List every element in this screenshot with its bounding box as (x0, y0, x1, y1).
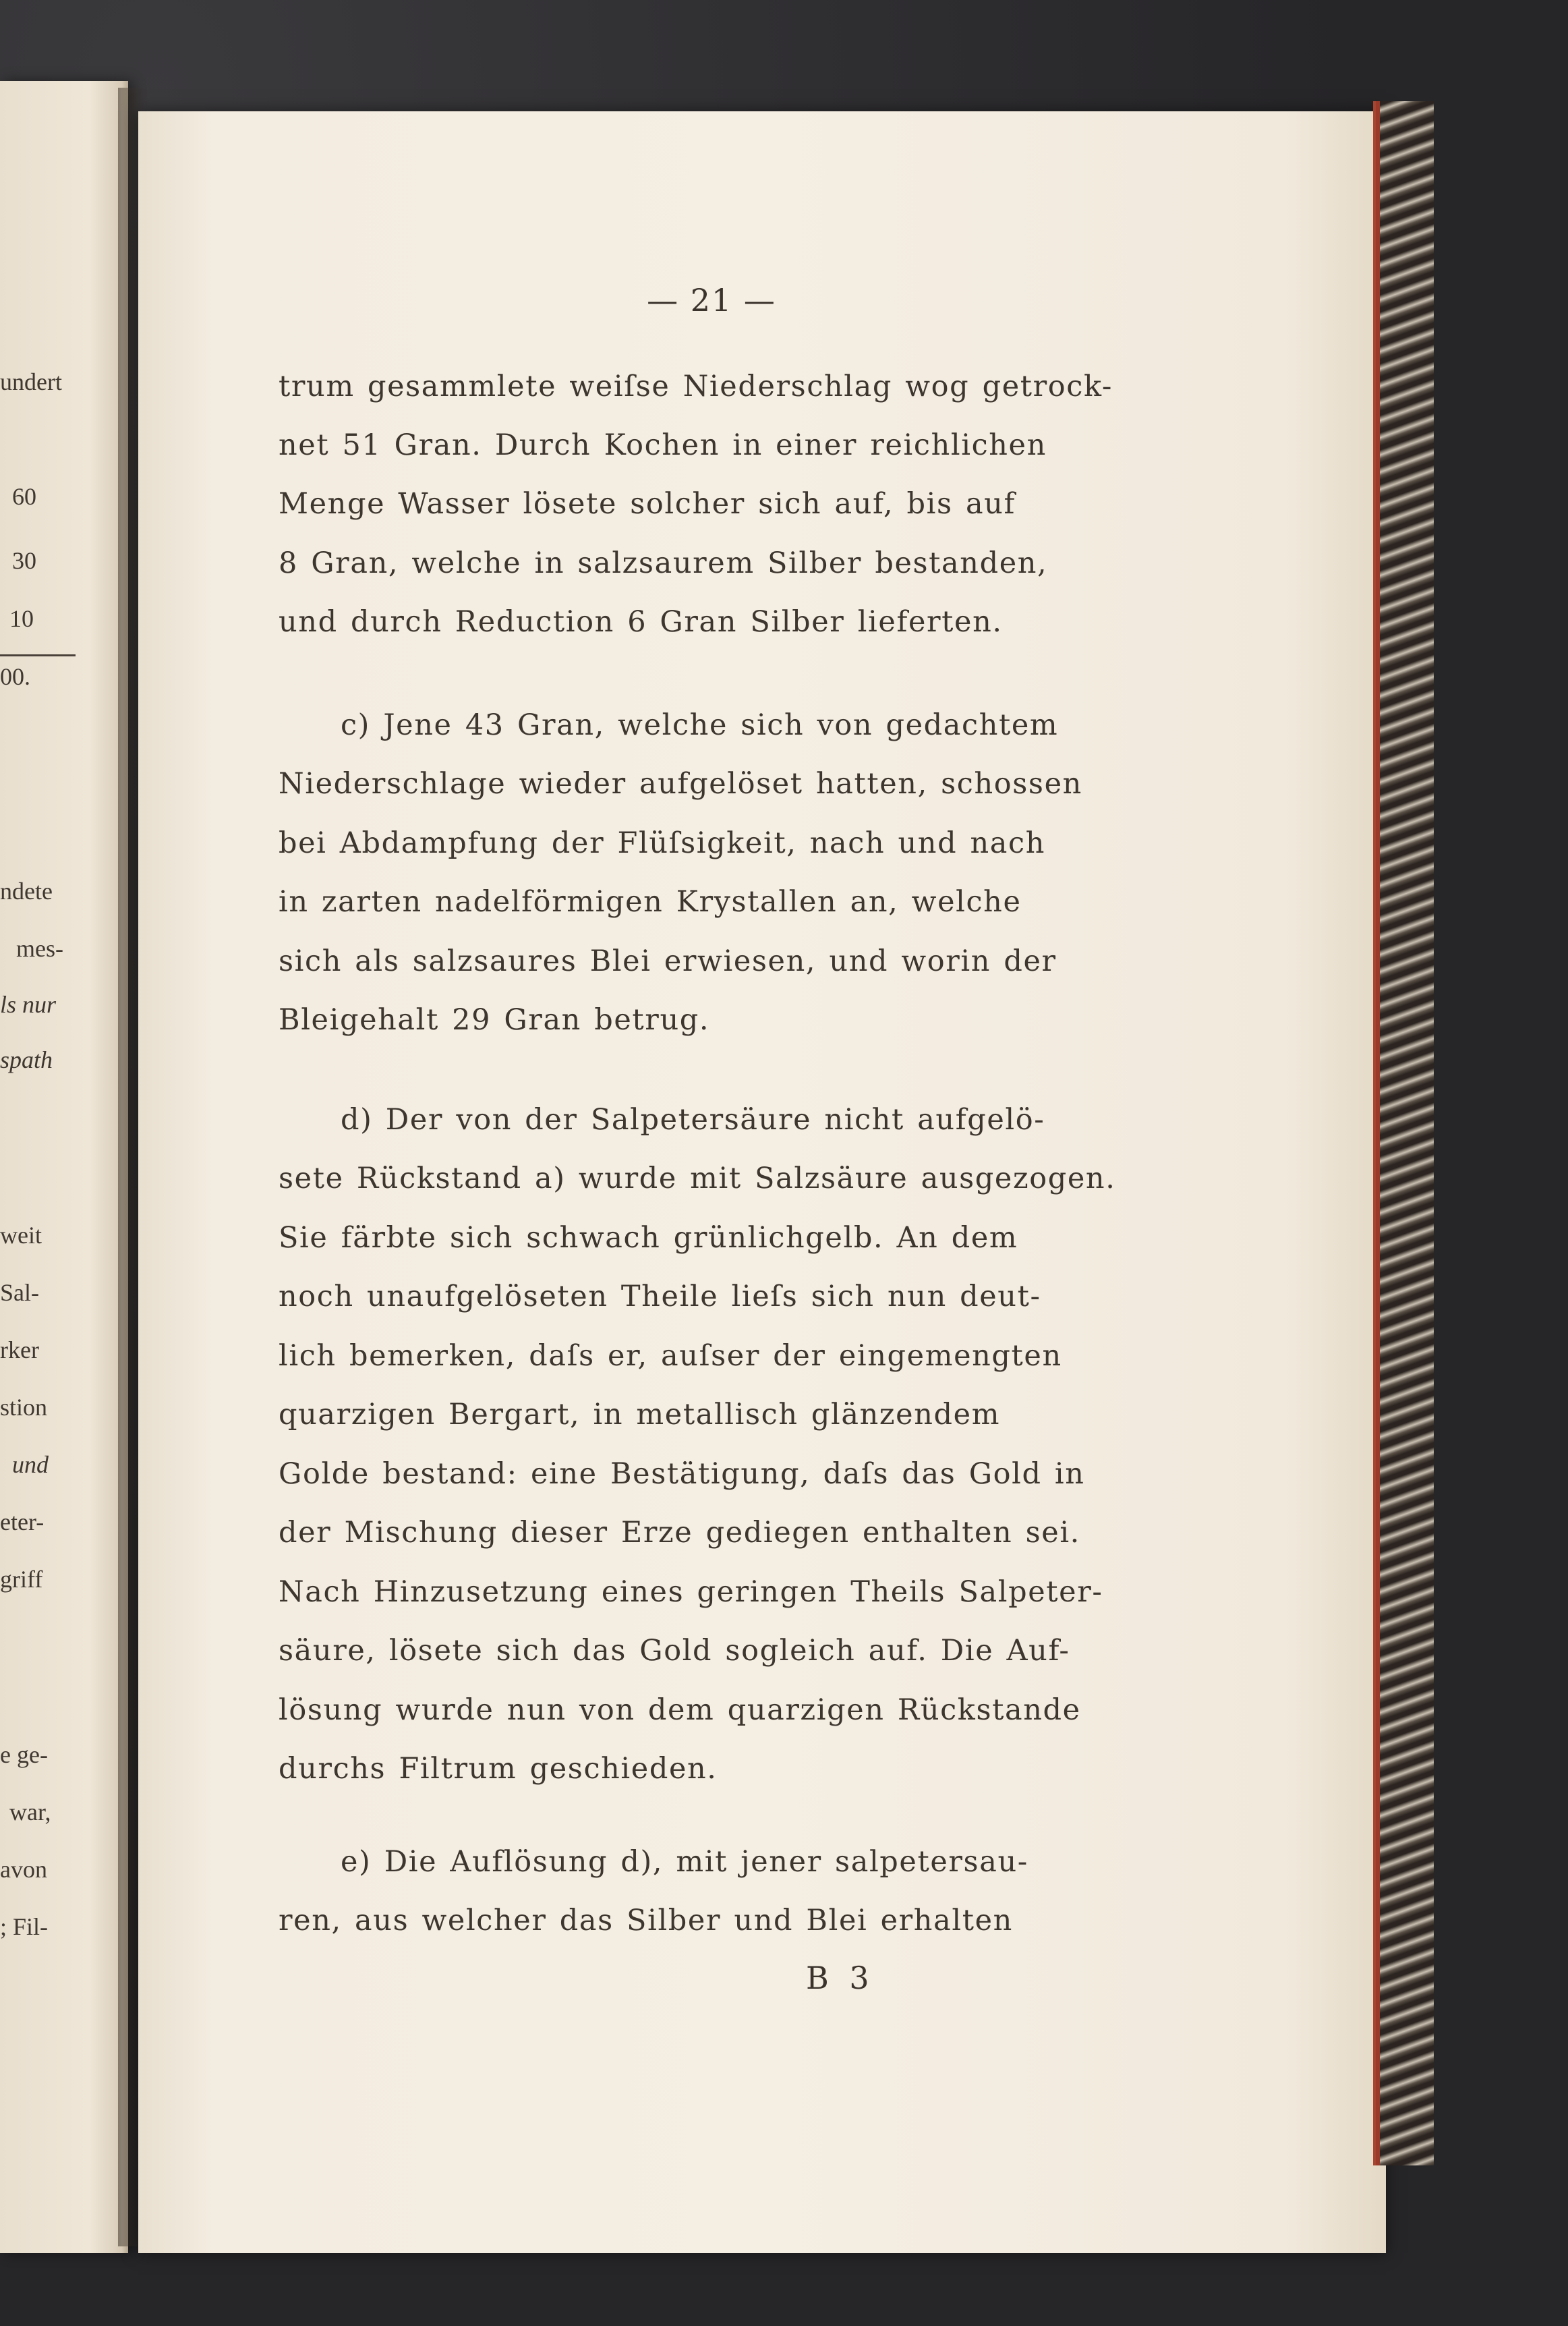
left-line: 10 (9, 605, 34, 632)
left-line: ; Fil- (0, 1913, 49, 1940)
text-line: Sie färbte sich schwach grünlichgelb. An dem (279, 1221, 1018, 1255)
page-number-header: — 21 — (647, 282, 776, 318)
text-line: e) Die Auflösung d), mit jener salpetersau- (341, 1845, 1028, 1879)
left-line: 60 (12, 483, 36, 510)
text-line: Niederschlage wieder aufgelöset hatten, schossen (279, 767, 1082, 801)
left-line: ls nur (0, 991, 57, 1018)
text-line: und durch Reduction 6 Gran Silber lieferten. (279, 605, 1003, 639)
text-line: säure, lösete sich das Gold sogleich auf. Die Auf- (279, 1634, 1070, 1668)
left-line: ndete (0, 878, 53, 905)
left-line: stion (0, 1394, 48, 1421)
left-line: mes- (16, 935, 63, 962)
text-line: ren, aus welcher das Silber und Blei erhalten (279, 1904, 1013, 1937)
left-line: rker (0, 1336, 39, 1363)
left-line: undert (0, 368, 62, 395)
text-line: Nach Hinzusetzung eines geringen Theils Salpeter- (279, 1575, 1103, 1609)
left-line: weit (0, 1222, 42, 1249)
left-line: war, (9, 1798, 51, 1825)
left-line: 00. (0, 663, 30, 690)
left-line: avon (0, 1856, 47, 1883)
text-line: sete Rückstand a) wurde mit Salzsäure ausgezogen. (279, 1162, 1116, 1195)
left-line: Sal- (0, 1279, 39, 1306)
text-line: net 51 Gran. Durch Kochen in einer reichlichen (279, 428, 1047, 462)
text-line: in zarten nadelförmigen Krystallen an, welche (279, 885, 1022, 919)
text-line: c) Jene 43 Gran, welche sich von gedachtem (341, 708, 1059, 742)
text-line: noch unaufgelöseten Theile lieſs sich nun deut- (279, 1280, 1041, 1313)
left-line: 30 (12, 547, 36, 574)
left-line: und (12, 1451, 49, 1478)
text-line: durchs Filtrum geschieden. (279, 1752, 718, 1786)
text-line: trum gesammlete weiſse Niederschlag wog getrock- (279, 370, 1113, 403)
text-line: 8 Gran, welche in salzsaurem Silber bestanden, (279, 546, 1048, 580)
left-line: spath (0, 1046, 53, 1073)
left-line: griff (0, 1566, 43, 1593)
text-line: Menge Wasser lösete solcher sich auf, bis auf (279, 487, 1016, 521)
text-line: sich als salzsaures Blei erwiesen, und worin der (279, 944, 1057, 978)
text-line: der Mischung dieser Erze gediegen enthalten sei. (279, 1516, 1080, 1550)
text-line: quarzigen Bergart, in metallisch glänzendem (279, 1398, 1001, 1431)
text-line: lösung wurde nun von dem quarzigen Rückstande (279, 1693, 1081, 1727)
left-line: e ge- (0, 1741, 48, 1768)
signature-mark: B 3 (806, 1960, 875, 1996)
left-line: eter- (0, 1508, 45, 1535)
text-line: lich bemerken, daſs er, auſser der eingemengten (279, 1339, 1062, 1373)
text-line: d) Der von der Salpetersäure nicht aufgelö- (341, 1103, 1045, 1137)
text-line: Golde bestand: eine Bestätigung, daſs das Gold in (279, 1457, 1085, 1491)
text-line: Bleigehalt 29 Gran betrug. (279, 1003, 710, 1037)
marbled-cover (1376, 101, 1434, 2165)
left-rule (0, 654, 76, 656)
facing-page-left (0, 81, 128, 2253)
text-line: bei Abdampfung der Flüſsigkeit, nach und nach (279, 826, 1046, 860)
